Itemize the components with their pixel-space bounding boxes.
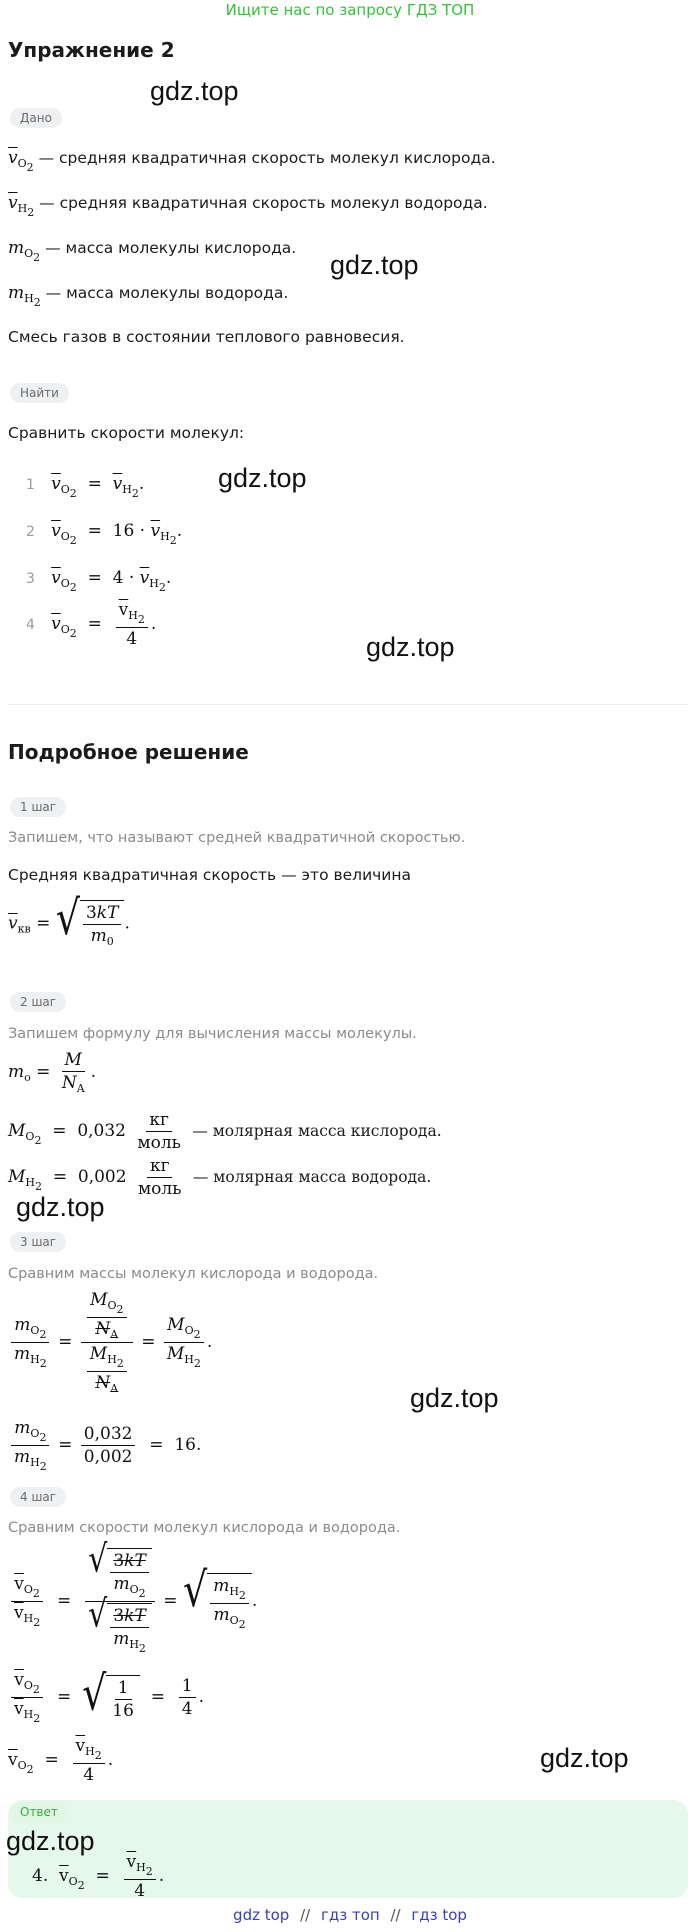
footer-separator: // bbox=[390, 1906, 401, 1924]
given-line-mixture: Смесь газов в состоянии теплового равновесия. bbox=[8, 328, 405, 346]
given-line-m-h2: $m_{H_2}$ — масса молекулы водорода. bbox=[8, 283, 289, 309]
watermark: gdz.top bbox=[366, 632, 455, 662]
section-divider bbox=[8, 704, 688, 705]
option-4: 4 $\overline{v}_{O_2}$ = $\frac{\overline{v}_{H_2}}{4}$ . bbox=[26, 600, 157, 649]
watermark: gdz.top bbox=[16, 1192, 105, 1222]
watermark: gdz.top bbox=[330, 250, 419, 280]
formula-velocity-ratio-value: $\frac{\overline{v}_{O_2}}{\overline{v}_{H_2}}$ = √ $\frac{1}{16}$ = $\frac{1}{4}$ . bbox=[8, 1670, 204, 1725]
formula-m-o: $m_o$ = $\frac{M}{N_A}$ . bbox=[8, 1050, 97, 1095]
watermark: gdz.top bbox=[540, 1743, 629, 1773]
footer-links bbox=[0, 1906, 700, 1924]
given-label: Дано bbox=[10, 108, 62, 128]
footer-link[interactable]: gdz top bbox=[233, 1906, 290, 1924]
formula-mass-ratio-value: $\frac{m_{O_2}}{m_{H_2}}$ = $\frac{0,032}{0,002}$ = 16. bbox=[8, 1418, 201, 1473]
search-banner: Ищите нас по запросу ГДЗ ТОП bbox=[225, 1, 475, 19]
watermark: gdz.top bbox=[150, 76, 239, 106]
exercise-title: Упражнение 2 bbox=[8, 38, 175, 62]
watermark: gdz.top bbox=[218, 463, 307, 493]
step-3-note: Сравним массы молекул кислорода и водорода. bbox=[8, 1266, 379, 1282]
formula-mass-ratio: $\frac{m_{O_2}}{m_{H_2}}$ = $\frac{\frac{M_{O_2}}{N_A}}{\frac{M_{H_2}}{N_A}}$ = $\frac{M_{O_2}}{M_{H_2}}$ . bbox=[8, 1290, 212, 1395]
footer-link[interactable]: гдз топ bbox=[320, 1906, 380, 1924]
solution-title: Подробное решение bbox=[8, 740, 249, 764]
formula-M-o2: $M_{O_2} = 0,032$ кг моль — молярная масса кислорода. bbox=[8, 1110, 442, 1153]
given-line-v-h2: $\overline{v}_{H_2}$ — средняя квадратичная скорость молекул водорода. bbox=[8, 193, 488, 219]
watermark: gdz.top bbox=[6, 1826, 95, 1856]
watermark: gdz.top bbox=[410, 1383, 499, 1413]
step-1-text: Средняя квадратичная скорость — это величина bbox=[8, 866, 412, 884]
option-3: 3 $\overline{v}_{O_2} = 4 \cdot \overline{v}_{H_2}$. bbox=[26, 568, 172, 594]
find-text: Сравнить скорости молекул: bbox=[8, 424, 245, 442]
step-2-label: 2 шаг bbox=[10, 992, 66, 1012]
footer-separator: // bbox=[300, 1906, 311, 1924]
option-2: 2 $\overline{v}_{O_2} = 16 \cdot \overline{v}_{H_2}$. bbox=[26, 521, 183, 547]
step-1-label: 1 шаг bbox=[10, 797, 66, 817]
given-line-v-o2: $\overline{v}_{O_2}$ — средняя квадратичная скорость молекул кислорода. bbox=[8, 148, 496, 174]
answer-label: Ответ bbox=[10, 1802, 68, 1822]
step-4-note: Сравним скорости молекул кислорода и водорода. bbox=[8, 1520, 401, 1536]
find-label: Найти bbox=[10, 383, 69, 403]
formula-velocity-ratio: $\frac{\overline{v}_{O_2}}{\overline{v}_{H_2}}$ = √ $\frac{3kT}{m_{O_2}}$ √ $\frac{3kT}{m_{H_2}}$ = √ $\frac{m_{H_2}}{m_{O_2}}$ . bbox=[8, 1548, 257, 1655]
step-2-note: Запишем формулу для вычисления массы молекулы. bbox=[8, 1026, 417, 1042]
formula-velocity-result: $\overline{v}_{O_2}$ = $\frac{\overline{v}_{H_2}}{4}$ . bbox=[8, 1736, 114, 1785]
answer-formula: 4. $\overline{v}_{O_2}$ = $\frac{\overline{v}_{H_2}}{4}$ . bbox=[32, 1852, 165, 1901]
footer-link[interactable]: гдз top bbox=[411, 1906, 467, 1924]
option-1: 1 $\overline{v}_{O_2} = \overline{v}_{H_2}$. bbox=[26, 474, 145, 500]
formula-M-h2: $M_{H_2} = 0,002$ кг моль — молярная масса водорода. bbox=[8, 1156, 432, 1199]
formula-v-kv: $\overline{v}_{кв}$ = √ $\frac{3kT}{m_0}$ . bbox=[8, 890, 130, 948]
step-4-label: 4 шаг bbox=[10, 1487, 66, 1507]
step-1-note: Запишем, что называют средней квадратичной скоростью. bbox=[8, 830, 466, 846]
given-line-m-o2: $m_{O_2}$ — масса молекулы кислорода. bbox=[8, 238, 297, 264]
step-3-label: 3 шаг bbox=[10, 1232, 66, 1252]
